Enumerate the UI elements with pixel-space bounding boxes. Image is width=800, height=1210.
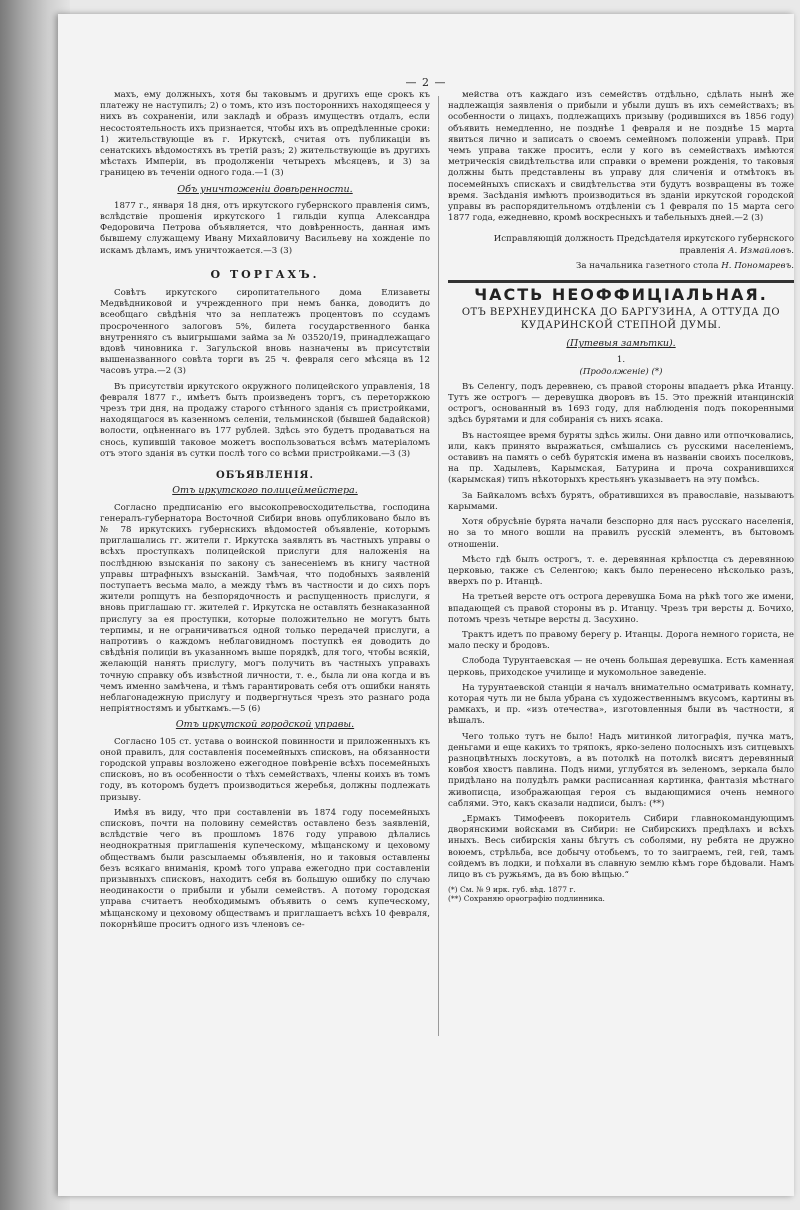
- article-paragraph-3: За Байкаломъ всѣхъ бурятъ, обратившихся въ православіе, называютъ карымами.: [448, 490, 794, 512]
- police-heading: Отъ иркутского полицеймейстера.: [172, 485, 358, 497]
- duma-heading: Отъ иркутской городской управы.: [175, 719, 355, 731]
- article-paragraph-10: Чего только тутъ не было! Надъ митинкой литографія, пучка матъ, деньгами и еще какихъ то тряпокъ, ярко-зелено полосныхъ изъ ситцевыхъ разноцвѣтныхъ лоскутовъ, а въ потолкѣ на потолкѣ висятъ деревянный ковбоя хвостъ павлина. Подъ ними, углубятся въ зеленомъ, зеркала было придѣлано на полудѣлъ рамки расписанная картинка, фантазія мѣстнаго живописца, изображающая героя съ выдающимися очень немного саблями. Это, какъ сказали надписи, былъ: (**): [448, 731, 794, 809]
- signer2-name: Н. Пономаревъ.: [721, 260, 794, 271]
- footnote-2: (**) Сохраняю орѳографію подлинника.: [448, 894, 605, 904]
- signature-block-2: [448, 261, 794, 272]
- intro-paragraph: махъ, ему должныхъ, хотя бы таковымъ и другихъ еще срокъ къ платежу не наступилъ; 2) о томъ, кто изъ постороннихъ находящееся у нихъ въ сохраненіи, или закладѣ и образъ имуществъ отдалъ, если несостоятельность ихъ признается, чтобы ихъ въ опредѣленные сроки: 1) жительствующіе въ г. Иркутскѣ, считая отъ публикаціи въ сенатскихъ вѣдомостяхъ въ третій разъ; 2) жительствующіе въ другихъ мѣстахъ Имперіи, въ продолженіи четырехъ мѣсяцевъ, и 3) за границею въ теченіи одного года.—1 (3): [100, 90, 430, 179]
- announcements-heading: ОБЪЯВЛЕНІЯ.: [216, 470, 314, 482]
- trust-heading: Объ уничтоженіи довѣренности.: [177, 183, 353, 195]
- article-number: 1.: [616, 355, 626, 366]
- page-number: — 2 —: [405, 76, 447, 89]
- signer-name: А. Измайловъ.: [727, 245, 794, 256]
- signer2-title: За начальника газетного стола: [576, 260, 719, 271]
- continued-paragraph: мейства отъ каждаго изъ семействъ отдѣльно, сдѣлать нынѣ же надлежащія заявленія о прибыли и убыли душъ въ ихъ семействахъ; въ особенности о лицахъ, подлежащихъ призыву (родившихся въ 1856 году) объявить немедленно, не позднѣе 1 февраля и не позднѣе 15 марта явиться лично и записать о своемъ семейномъ положеніи управѣ. При чемъ управа также проситъ, если у кого въ семействахъ имѣются метрическія свидѣтельства или справки о времени рожденія, то таковыя должны быть представлены въ управу для сличенія и отмѣтокъ въ посемейныхъ спискахъ и свидѣтельства эти будутъ возвращены въ тоже время. Засѣданія имѣютъ производиться въ зданіи иркутской городской управы въ распорядительномъ отдѣленіи съ 1 февраля по 15 марта сего 1877 года, ежедневно, кромѣ воскресныхъ и табельныхъ дней.—2 (3): [448, 90, 794, 224]
- trust-paragraph: 1877 г., января 18 дня, отъ иркутского губернского правленія симъ, вслѣдствіе прошенія иркутского 1 гильдіи купца Александра Федоровича Петрова объявляется, что довѣренность, данная имъ бывшему служащему Ивану Михайловичу Васильеву на хожденіе по искамъ дѣламъ, имъ уничтожается.—3 (3): [100, 200, 430, 256]
- article-paragraph-5: Мѣсто гдѣ былъ острогъ, т. е. деревянная крѣпостца съ деревянною церковью, также съ Селенгою; какъ было перенесено нѣсколько разъ, вверхъ по р. Итанцѣ.: [448, 554, 794, 588]
- signature-block-1: [448, 234, 794, 256]
- article-paragraph-9: На турунтаевской станціи я началъ внимательно осматривать комнату, которая чуть ли не была убрана съ художественнымъ вкусомъ, картины въ рамкахъ, и пр. «изъ отечества», изготовленныя были въ частности, я вѣшалъ.: [448, 682, 794, 727]
- article-paragraph-2: Въ настоящее время буряты здѣсь жилы. Они давно или отпочковались, или, какъ принято выражаться, смѣшались съ русскими населеніемъ, оставивъ на память о себѣ бурятскія имена въ названіи своихъ поселковъ, на пр. Хадылевъ, Карымская, Батурина и проча сохранившихся (карымская) типъ нѣкоторыхъ крестьянъ указываетъ на эту помѣсь.: [448, 430, 794, 486]
- article-title: ОТЪ ВЕРХНЕУДИНСКА ДО БАРГУЗИНА, А ОТТУДА ДО КУДАРИНСКОЙ СТЕПНОЙ ДУМЫ.: [461, 307, 781, 332]
- auction-paragraph-2: Въ присутствіи иркутского окружного полицейского управленія, 18 февраля 1877 г., имѣетъ быть произведенъ торгъ, съ переторжкою чрезъ три дня, на продажу старого стѣнного зданія съ пристройками, находящагося въ казенномъ селеніи, тельминской (бывшей бадайской) волости, оцѣненнаго въ 177 рублей. Здѣсь это будетъ продаваться на снось, купившій таковое можетъ воспользоваться всѣмъ матеріаломъ отъ этого зданія въ сутки послѣ того со всѣми пристройками.—3 (3): [100, 381, 430, 459]
- police-paragraph: Согласно предписанію его высокопревосходительства, господина генералъ-губернатора Восточной Сибири вновь опубликовано было въ № 78 иркутскихъ губернскихъ вѣдомостей объявленіе, которымъ приглашались гг. жители г. Иркутска заявлять въ частныхъ управы о всѣхъ проступкахъ полицейской прислуги для наложенія на послѣднюю взысканія по закону съ занесеніемъ въ книгу частной управы штрафныхъ взысканій. Замѣчая, что подобныхъ заявленій поступаетъ весьма мало, а между тѣмъ въ частности и до сихъ поръ жители ропщутъ на безпорядочность и распущенность прислуги, я вновь приглашаю гг. жителей г. Иркутска не оставлять безнаказанной прислугу за ея проступки, которые положительно не могутъ быть терпимы, и не ограничиваться одной только передачей прислуги, а напротивъ о каждомъ неблаговидномъ поступкѣ ея доводить до свѣдѣнія полиціи въ указанномъ выше порядкѣ, для того, чтобы всякій, желающій нанять прислугу, могъ получить въ частныхъ управахъ точную справку объ извѣстной личности, т. е., была ли она когда и въ чемъ именно замѣчена, и тѣмъ гарантировать себя отъ ошибки нанять неблагонадежную прислугу и подвергнуться чрезъ это разнаго рода непріятностямъ и убыткамъ.—5 (6): [100, 502, 430, 715]
- footnote-1: (*) См. № 9 ирк. губ. вѣд. 1877 г.: [448, 885, 576, 895]
- column-divider: [438, 96, 439, 1036]
- section-rule: [448, 280, 794, 283]
- unofficial-part-title: ЧАСТЬ НЕОФФИЦІАЛЬНАЯ.: [474, 285, 768, 305]
- duma-paragraph-2: Имѣя въ виду, что при составленіи въ 1874 году посемейныхъ списковъ, почти на половину семействъ оставлено безъ заявленій, вслѣдствіе чего въ прошломъ 1876 году управою дѣлались неоднократныя приглашенія купеческому, мѣщанскому и цеховому обществамъ были разсылаемы объявленія, но и таковыя оставлены безъ всякаго вниманія, кромѣ того управа ежегодно при составленіи призывныхъ списковъ, находитъ себя въ большую ошибку по случаю неодинакости о прибыли и убыли семействъ. А потому городская управа считаетъ необходимымъ объявить о семъ купеческому, мѣщанскому и цеховому обществамъ и приглашаетъ всѣхъ 10 февраля, покорнѣйше проситъ одного изъ членовъ се-: [100, 807, 430, 930]
- signer-title: Исправляющій должность Предсѣдателя иркутского губернского правленія: [493, 234, 794, 256]
- auction-paragraph-1: Совѣтъ иркутского сиропитательного дома Елизаветы Медвѣдниковой и учрежденного при немъ банка, доводитъ до всеобщаго свѣдѣнія что за неплатежъ процентовъ по ссудамъ просроченного залоговъ 5%, билета государственного банка внутренняго съ выигрышами займа за № 03520/19, принадлежащаго вдовѣ чиновника г. Загульской вновь назначены въ присутствіи вышеназванного совѣта торги въ 25 ч. февраля сего мѣсяца въ 12 часовъ утра.—2 (3): [100, 288, 430, 377]
- article-continuation: (Продолженіе) (*): [579, 366, 663, 377]
- article-subtitle: (Путевыя замѣтки).: [566, 338, 676, 350]
- duma-paragraph-1: Согласно 105 ст. устава о воинской повинности и приложенныхъ къ оной правилъ, для составленія посемейныхъ списковъ, на обязанности городской управы возложено ежегодное повѣреніе всѣхъ посемейныхъ списковъ, но въ особенности о тѣхъ семействахъ, члены коихъ въ томъ году, въ которомъ будетъ производиться жеребья, должны подлежать призыву.: [100, 736, 430, 803]
- article-paragraph-11: „Ермакъ Тимофеевъ покоритель Сибири главнокомандующимъ дворянскими войсками въ Сибири: не Сибирскихъ предѣлахъ и всѣхъ иныхъ. Весь сибирскія ханы бѣгутъ съ соболями, ну ребята не дружно воюемъ, стрѣльба, все добычу отобьемъ, то то заиграемъ, гей, гей, тамъ сойдемъ въ лодки, и поѣхали въ славную землю кѣмъ горе бѣдовали. Намъ лицо въ съ ружьямъ, да въ бою вѣщью.“: [448, 813, 794, 880]
- article-paragraph-4: Хотя обрусѣніе бурята начали безспорно для насъ русскаго населенія, но за то много вошли на правилъ русскій элементъ, въ бытовомъ отношеніи.: [448, 517, 794, 550]
- article-paragraph-1: Въ Селенгу, подъ деревнею, съ правой стороны впадаетъ рѣка Итанцу. Тутъ же острогъ — деревушка дворовъ въ 15. Это прежній итанцинскій острогъ, основанный въ 1693 году, для наблюденія подъ покоренными здѣсь бурятами и для собиранія съ нихъ ясака.: [448, 381, 794, 426]
- article-paragraph-7: Трактъ идетъ по правому берегу р. Итанцы. Дорога немного гориста, не мало песку и бродовъ.: [448, 629, 794, 652]
- article-paragraph-8: Слобода Турунтаевская — не очень большая деревушка. Есть каменная церковь, приходское училище и мукомольное заведеніе.: [448, 656, 794, 678]
- right-column: [448, 90, 794, 903]
- auctions-heading: О ТОРГАХЪ.: [210, 267, 320, 281]
- left-column: [100, 90, 430, 935]
- article-paragraph-6: На третьей версте отъ острога деревушка Бома на рѣкѣ того же имени, впадающей съ правой стороны въ р. Итанцу. Чрезъ три версты д. Бочихо, потомъ чрезъ четыре версты д. Засухино.: [448, 592, 794, 625]
